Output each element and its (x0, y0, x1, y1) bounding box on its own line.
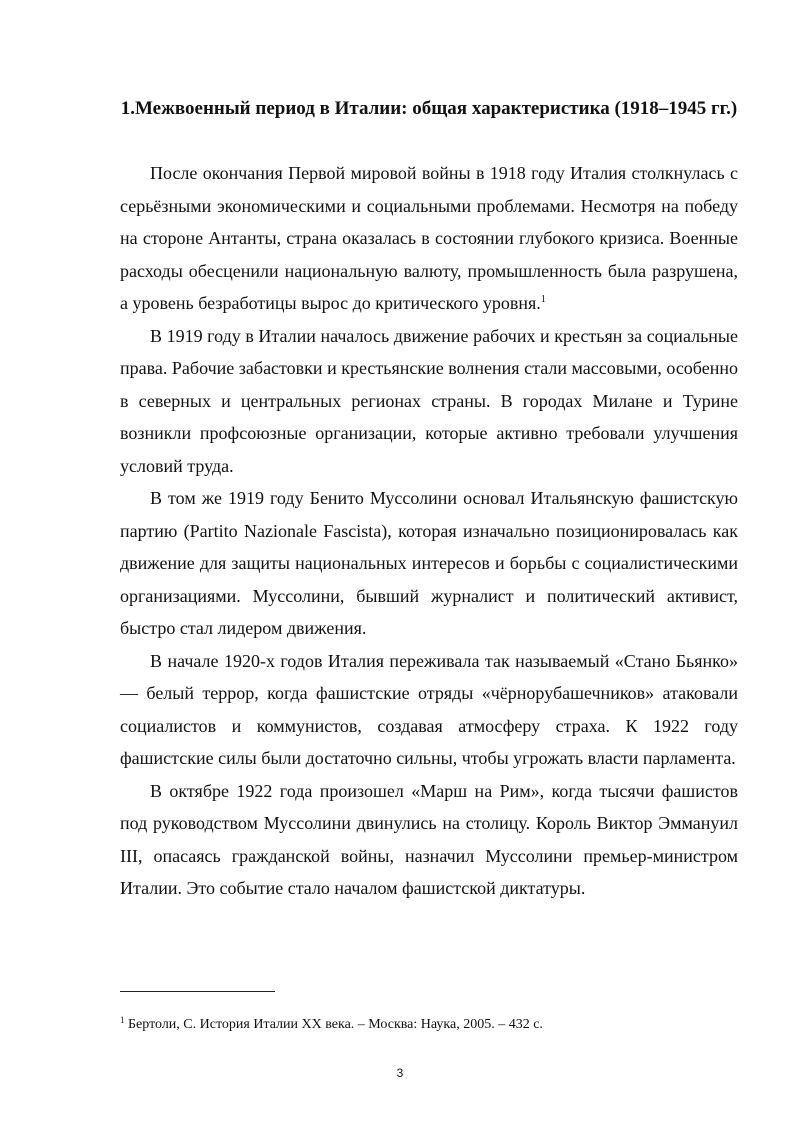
section-heading (120, 92, 738, 125)
footnote-reference[interactable]: 1 (540, 294, 546, 305)
paragraph-1 (120, 157, 738, 320)
paragraph-5: В октябре 1922 года произошел «Марш на Рим», когда тысячи фашистов под руководством Муссолини двинулись на столицу. Король Виктор Эммануил III, опасаясь гражданской войны, назначил Муссолини премьер-министром Италии. Это событие стало началом фашистской диктатуры. (120, 780, 738, 898)
footnote (120, 1016, 738, 1034)
paragraph-4: В начале 1920-х годов Италия переживала так называемый «Стано Бьянко» — белый террор, когда фашистские отряды «чёрнорубашечников» атаковали социалистов и коммунистов, создавая атмосферу страха. К 1922 году фашистские силы были достаточно сильны, чтобы угрожать власти парламента. (120, 650, 738, 768)
page-number: 3 (396, 1066, 404, 1080)
section-number: 1. (120, 98, 135, 119)
paragraph-1-text: После окончания Первой мировой войны в 1918 году Италия столкнулась с серьёзными экономическими и социальными проблемами. Несмотря на победу на стороне Антанты, страна оказалась в состоянии глубокого кризиса. Военные расходы обесценили национальную валюту, промышленность была разрушена, а уровень безработицы вырос до критического уровня. (120, 163, 738, 313)
paragraph-2: В 1919 году в Италии началось движение рабочих и крестьян за социальные права. Рабочие забастовки и крестьянские волнения стали массовыми, особенно в северных и центральных регионах страны. В городах Милане и Турине возникли профсоюзные организации, которые активно требовали улучшения условий труда. (120, 325, 738, 476)
section-title: Межвоенный период в Италии: общая характеристика (1918–1945 гг.) (135, 98, 738, 119)
footnote-divider (120, 991, 275, 992)
body-text (120, 157, 738, 905)
footnote-text: Бертоли, С. История Италии XX века. – Москва: Наука, 2005. – 432 с. (128, 1017, 543, 1032)
footnote-marker: 1 (120, 1015, 125, 1025)
paragraph-3: В том же 1919 году Бенито Муссолини основал Итальянскую фашистскую партию (Partito Nazionale Fascista), которая изначально позиционировалась как движение для защиты национальных интересов и борьбы с социалистическими организациями. Муссолини, бывший журналист и политический активист, быстро стал лидером движения. (120, 488, 738, 638)
